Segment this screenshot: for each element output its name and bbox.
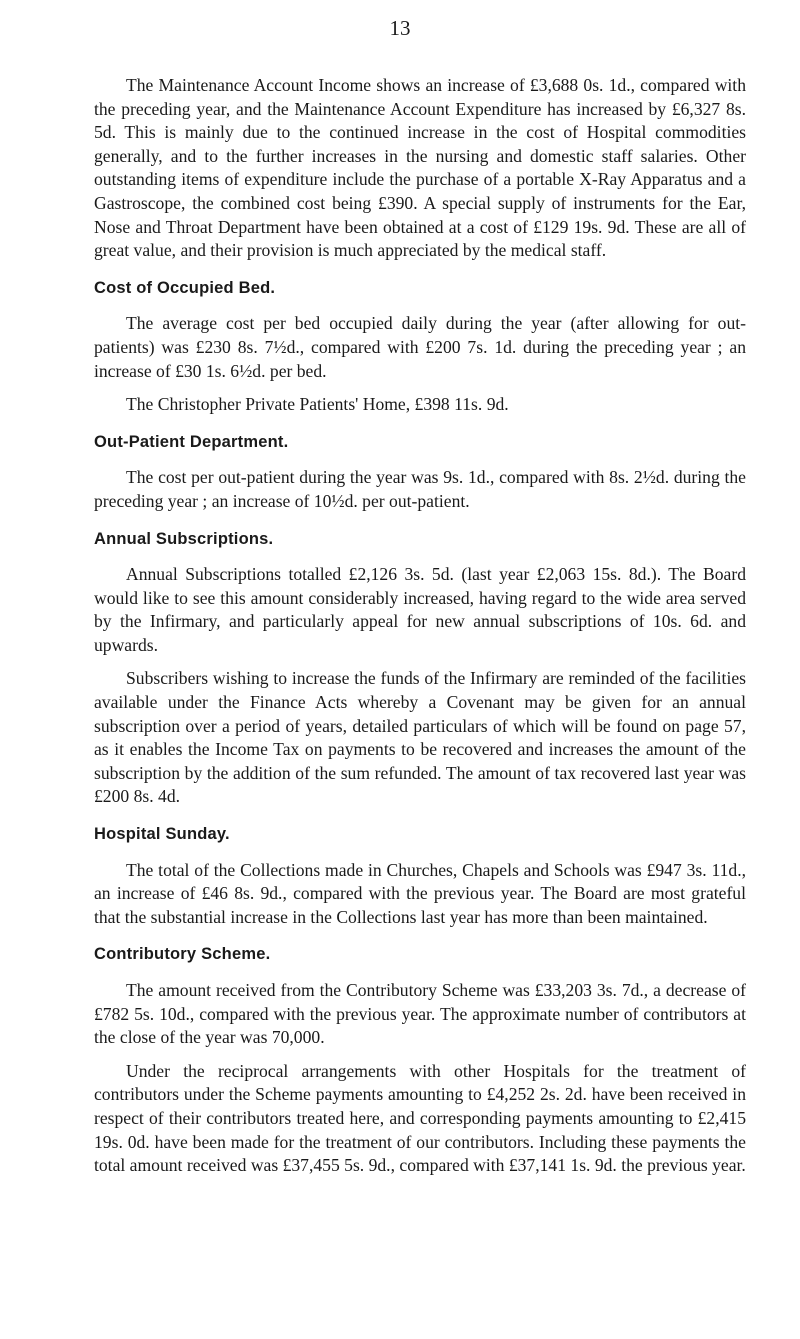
annual-subscriptions-paragraph: Annual Subscriptions totalled £2,126 3s. 5d. (last year £2,063 15s. 8d.). The Board would like to see this amount considerably increased, having regard to the wide area served by the Infirmary, and particularly appeal for new annual subscriptions of 10s. 6d. and upwards.	[94, 564, 746, 655]
hospital-sunday-paragraph: The total of the Collections made in Churches, Chapels and Schools was £947 3s. 11d., an increase of £46 8s. 9d., compared with the previous year. The Board are most grateful that the substantial increase in the Collections last year has more than been maintained.	[94, 859, 746, 927]
contributory-scheme-paragraph: The amount received from the Contributory Scheme was £33,203 3s. 7d., a decrease of £782 5s. 10d., compared with the previous year. The approximate number of contributors at the close of the year was 70,000.	[94, 980, 746, 1048]
covenant-paragraph: Subscribers wishing to increase the funds of the Infirmary are reminded of the facilities available under the Finance Acts whereby a Covenant may be given for an annual subscription over a period of years, detailed particulars of which will be found on page 57, as it enables the Income Tax on payments to be recovered and increases the amount of the subscription by the addition of the sum refunded. The amount of tax recovered last year was £200 8s. 4d.	[94, 668, 746, 807]
out-patient-heading: Out-Patient Department.	[94, 432, 289, 451]
annual-subscriptions-heading: Annual Subscriptions.	[94, 529, 274, 548]
cost-of-occupied-bed-heading: Cost of Occupied Bed.	[94, 278, 276, 297]
hospital-sunday-heading: Hospital Sunday.	[94, 825, 230, 844]
private-home-paragraph: The Christopher Private Patients' Home, £398 11s. 9d.	[126, 394, 509, 415]
contributory-scheme-heading: Contributory Scheme.	[94, 945, 271, 964]
out-patient-paragraph: The cost per out-patient during the year was 9s. 1d., compared with 8s. 2½d. during the preceding year ; an increase of 10½d. per out-patient.	[94, 467, 746, 511]
page-number: 13	[389, 16, 411, 40]
maintenance-paragraph: The Maintenance Account Income shows an increase of £3,688 0s. 1d., compared with the preceding year, and the Maintenance Account Expenditure has increased by £6,327 8s. 5d. This is mainly due to the continued increase in the cost of Hospital commodities generally, and to the further increases in the nursing and domestic staff salaries. Other outstanding items of expenditure include the purchase of a portable X-Ray Apparatus and a Gastroscope, the combined cost being £390. A special supply of instruments for the Ear, Nose and Throat Department have been obtained at a cost of £129 19s. 9d. These are all of great value, and their provision is much appreciated by the medical staff.	[94, 75, 746, 261]
page-body	[94, 74, 746, 1188]
reciprocal-arrangements-paragraph: Under the reciprocal arrangements with other Hospitals for the treatment of contributors under the Scheme payments amounting to £4,252 2s. 2d. have been received in respect of their contributors treated here, and corresponding payments amounting to £2,415 19s. 0d. have been made for the treatment of our contributors. Including these payments the total amount received was £37,455 5s. 9d., compared with £37,141 1s. 9d. the previous year.	[94, 1060, 746, 1176]
cost-bed-paragraph: The average cost per bed occupied daily during the year (after allowing for out-patients) was £230 8s. 7½d., compared with £200 7s. 1d. during the preceding year ; an increase of £30 1s. 6½d. per bed.	[94, 313, 746, 381]
